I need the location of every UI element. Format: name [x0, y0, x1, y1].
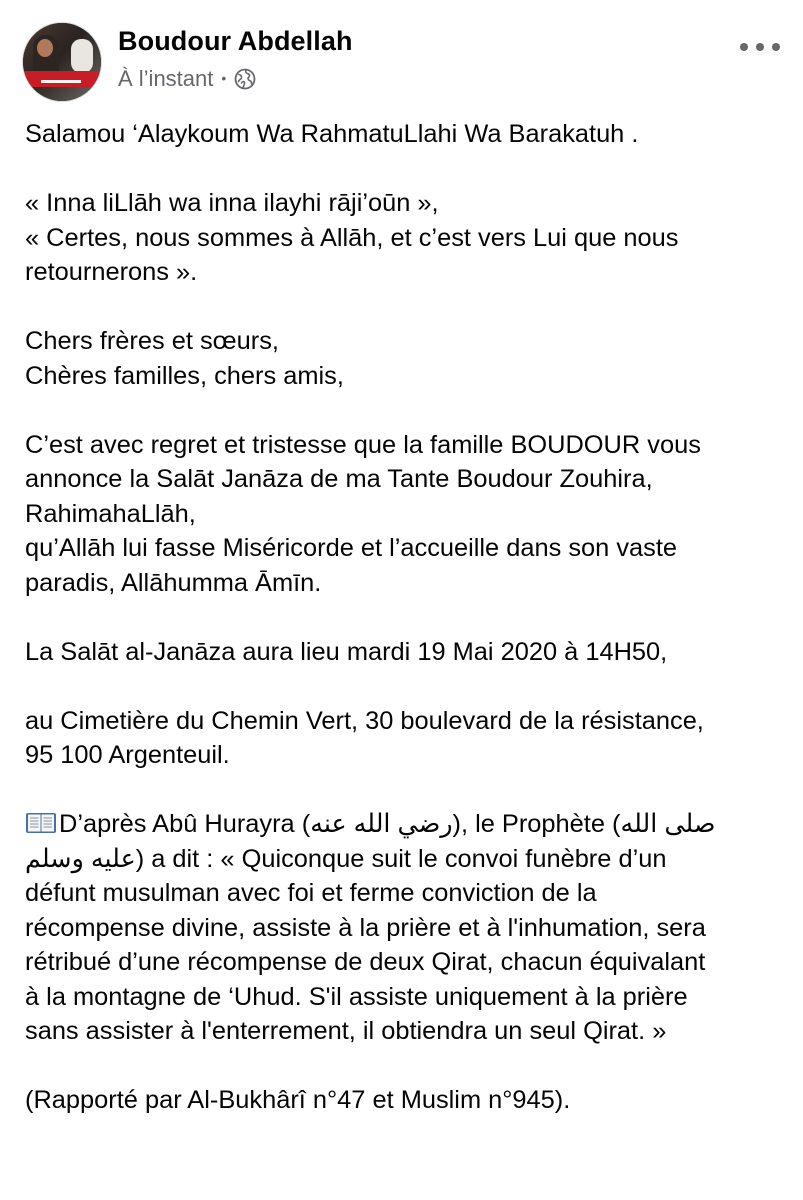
- post-line: Salamou ‘Alaykoum Wa RahmatuLlahi Wa Barakatuh .: [25, 120, 639, 148]
- post-timestamp[interactable]: À l’instant: [118, 66, 214, 91]
- hadith-line: à la montagne de ‘Uhud. S'il assiste uniquement à la prière: [25, 982, 688, 1011]
- meta-separator: •: [221, 70, 227, 86]
- post-line: retournerons ».: [25, 258, 198, 286]
- arabic-text: صلى الله: [620, 810, 716, 838]
- post-meta: [118, 66, 256, 92]
- post-line: paradis, Allāhumma Āmīn.: [25, 568, 322, 597]
- hadith-line: récompense divine, assiste à la prière et à l'inhumation, sera: [25, 913, 706, 942]
- hadith-text: ), le Prophète (: [452, 810, 621, 838]
- hadith-reference: (Rapporté par Al-Bukhârî n°47 et Muslim n°945).: [25, 1086, 571, 1114]
- arabic-text: رضي الله عنه: [310, 810, 453, 838]
- post-header: [22, 22, 782, 102]
- post-line: annonce la Salāt Janāza de ma Tante Boudour Zouhira,: [25, 465, 653, 493]
- globe-icon[interactable]: [234, 68, 256, 90]
- hadith-text: D’après Abû Hurayra (: [59, 810, 311, 838]
- post-line: au Cimetière du Chemin Vert, 30 boulevard de la résistance,: [25, 706, 704, 735]
- hadith-line: sans assister à l'enterrement, il obtiendra un seul Qirat. »: [25, 1017, 667, 1045]
- post-line: La Salāt al-Janāza aura lieu mardi 19 Mai 2020 à 14H50,: [25, 637, 668, 666]
- open-book-icon: [25, 811, 57, 835]
- hadith-line: [25, 807, 785, 842]
- post-body: [25, 117, 785, 1118]
- post-line: 95 100 Argenteuil.: [25, 741, 230, 769]
- author-name[interactable]: Boudour Abdellah: [118, 26, 353, 56]
- hadith-line: rétribué d’une récompense de deux Qirat, chacun équivalant: [25, 948, 706, 976]
- post-line: C’est avec regret et tristesse que la famille BOUDOUR vous: [25, 430, 701, 459]
- hadith-text: ) a dit : « Quiconque suit le convoi funèbre d’un: [135, 844, 667, 873]
- more-options-icon[interactable]: [740, 36, 780, 58]
- post-line: Chères familles, chers amis,: [25, 361, 344, 390]
- hadith-line: [25, 842, 785, 877]
- post-line: RahimahaLlāh,: [25, 499, 196, 528]
- post-line: « Certes, nous sommes à Allāh, et c’est vers Lui que nous: [25, 223, 679, 252]
- post-line: qu’Allāh lui fasse Miséricorde et l’accueille dans son vaste: [25, 534, 678, 562]
- hadith-line: défunt musulman avec foi et ferme conviction de la: [25, 879, 597, 907]
- author-avatar[interactable]: [22, 22, 102, 102]
- post-line: « Inna liLlāh wa inna ilayhi rāji’oūn »,: [25, 189, 439, 217]
- arabic-text: عليه وسلم: [25, 844, 136, 873]
- post-line: Chers frères et sœurs,: [25, 327, 279, 355]
